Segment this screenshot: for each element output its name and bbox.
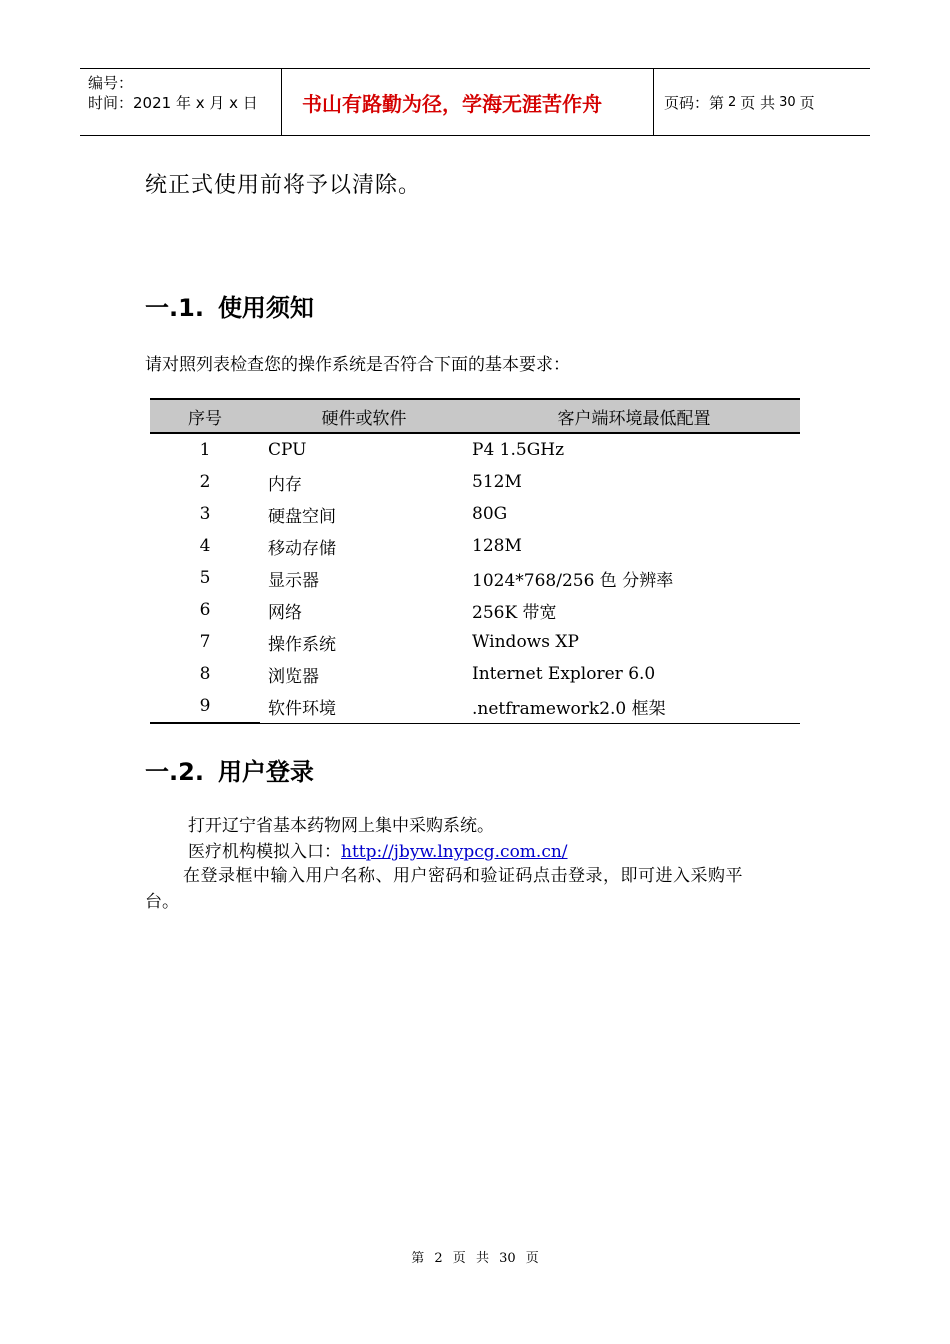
cell-requirement: Windows XP: [472, 632, 579, 652]
table-row: [150, 594, 800, 626]
cell-index: 4: [199, 536, 211, 556]
header-page-prefix: 页码：第: [664, 93, 725, 112]
code-label: 编号：: [88, 74, 134, 92]
header-page-mid: 页 共: [740, 93, 776, 112]
entry-label: 医疗机构模拟入口：: [188, 842, 341, 862]
table-row: [150, 626, 800, 658]
table-row: [150, 562, 800, 594]
footer-mid1: 页: [452, 1251, 466, 1266]
table-row: [150, 530, 800, 562]
page-header: [80, 68, 870, 136]
header-page-info: [654, 69, 870, 135]
cell-requirement: .netframework2.0 框架: [468, 690, 800, 723]
cell-requirement: 256K 带宽: [472, 602, 557, 623]
cell-item: CPU: [268, 440, 307, 460]
cell-requirement: Internet Explorer 6.0: [472, 664, 656, 684]
cell-index: 3: [199, 504, 211, 524]
cell-requirement: 1024*768/256 色 分辨率: [472, 570, 674, 591]
column-header-item: 硬件或软件: [260, 399, 468, 433]
page-footer: [0, 1247, 950, 1266]
section-title: 用户登录: [217, 758, 314, 786]
section-title: 使用须知: [217, 294, 314, 322]
section-heading-login: [145, 752, 314, 787]
header-page-suffix: 页: [799, 93, 815, 112]
table-row: [150, 498, 800, 530]
cell-requirement: P4 1.5GHz: [472, 440, 565, 460]
cell-requirement: 512M: [472, 472, 522, 492]
header-meta: [80, 69, 282, 135]
continued-paragraph: 统正式使用前将予以清除。: [145, 173, 422, 198]
cell-item: 操作系统: [268, 634, 336, 655]
table-header-row: [150, 399, 800, 433]
table-row: [150, 658, 800, 690]
cell-index: 2: [199, 472, 211, 492]
cell-index: 7: [199, 632, 211, 652]
footer-suffix: 页: [525, 1251, 539, 1266]
footer-page-total: 30: [499, 1251, 516, 1266]
column-header-index: 序号: [150, 399, 260, 433]
section-heading-usage: [145, 288, 314, 323]
cell-item: 移动存储: [268, 538, 336, 559]
cell-item: 硬盘空间: [268, 506, 336, 527]
column-header-requirement: 客户端环境最低配置: [468, 399, 800, 433]
cell-index: 8: [199, 664, 211, 684]
entry-link[interactable]: http://jbyw.lnypcg.com.cn/: [341, 842, 568, 862]
time-label: 时间：2021 年 x 月 x 日: [88, 94, 258, 112]
table-row: [150, 466, 800, 498]
footer-page-current: 2: [434, 1251, 443, 1266]
section-number: 一.1.: [145, 294, 204, 322]
header-motto: 书山有路勤为径，学海无涯苦作舟: [282, 69, 654, 135]
cell-item: 软件环境: [260, 690, 468, 723]
requirements-intro: 请对照列表检查您的操作系统是否符合下面的基本要求：: [145, 355, 570, 375]
cell-item: 显示器: [268, 570, 319, 591]
cell-index: 1: [199, 440, 211, 460]
cell-requirement: 128M: [472, 536, 522, 556]
table-row: [150, 690, 800, 723]
footer-prefix: 第: [411, 1251, 425, 1266]
cell-item: 网络: [268, 602, 302, 623]
cell-item: 浏览器: [268, 666, 319, 687]
login-step-open: 打开辽宁省基本药物网上集中采购系统。: [188, 816, 494, 836]
login-entry-line: [188, 839, 568, 865]
section-number: 一.2.: [145, 758, 204, 786]
cell-index: 6: [199, 600, 211, 620]
cell-item: 内存: [268, 474, 302, 495]
footer-mid2: 共: [475, 1251, 489, 1266]
requirements-table: [150, 398, 800, 724]
cell-index: 9: [150, 690, 260, 723]
header-page-total: 30: [779, 94, 796, 110]
table-row: [150, 433, 800, 466]
login-instruction-continued: 台。: [145, 892, 179, 912]
cell-index: 5: [199, 568, 211, 588]
login-instruction: 在登录框中输入用户名称、用户密码和验证码点击登录，即可进入采购平: [183, 866, 743, 886]
header-page-current: 2: [728, 94, 737, 110]
cell-requirement: 80G: [472, 504, 508, 524]
